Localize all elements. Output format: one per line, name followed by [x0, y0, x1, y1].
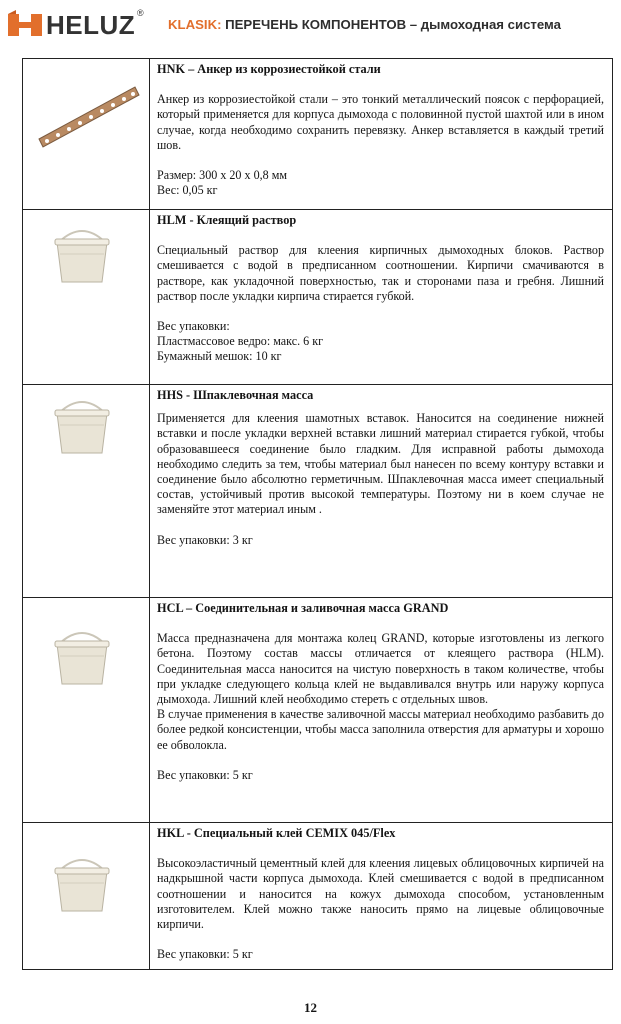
product-image-cell	[23, 598, 150, 822]
table-row	[22, 598, 613, 823]
logo-wordmark: HELUZ ®	[46, 7, 145, 40]
item-description: Специальный раствор для клеения кирпичных дымоходных блоков. Раствор смешивается с водой в предписанном соотношении. Кирпичи смачиваются в растворе, как укладочной поверхностью, так и сторонами паза и гребня. Лишний раствор после укладки кирпича стирается губкой.	[157, 243, 604, 303]
item-spec: Вес: 0,05 кг	[157, 183, 218, 198]
item-title: HCL – Соединительная и заливочная масса GRAND	[157, 601, 449, 615]
table-row	[22, 59, 613, 210]
product-text-cell	[150, 385, 612, 597]
table-row	[22, 823, 613, 970]
title-brand: KLASIK:	[168, 17, 222, 32]
item-description: Применяется для клеения шамотных вставок. Наносится на соединение нижней вставки и после укладки верхней вставки лишний материал стирается губкой, чтобы образовавшееся соединение было гладким. Для исправной работы дымохода необходимо следить за тем, чтобы материал был нанесен по всему контуру вставки и соединение было абсолютно герметичным. Шпаклевочная масса имеет специальный состав, устойчивый против высокой температуры. Поэтому ни в коем случае не заменяйте этот материал иным .	[157, 411, 604, 517]
product-text-cell	[150, 59, 612, 209]
item-title: HNK – Анкер из коррозиестойкой стали	[157, 62, 381, 76]
table-row	[22, 385, 613, 598]
heluz-logo-icon	[8, 10, 42, 40]
item-spec: Вес упаковки: 5 кг	[157, 947, 253, 962]
product-image-cell	[23, 210, 150, 384]
item-spec: Размер: 300 x 20 x 0,8 мм	[157, 168, 288, 183]
anchor-strip-icon	[33, 75, 143, 155]
components-table	[22, 58, 613, 970]
bucket-icon	[49, 853, 115, 913]
item-spec: Вес упаковки: 3 кг	[157, 532, 253, 547]
table-row	[22, 210, 613, 385]
title-text: ПЕРЕЧЕНЬ КОМПОНЕНТОВ – дымоходная система	[221, 17, 561, 32]
product-text-cell	[150, 823, 612, 969]
item-spec: Вес упаковки: 5 кг	[157, 767, 253, 782]
item-description: Масса предназначена для монтажа колец GRAND, которые изготовлены из легкого бетона. Поэтому состав массы отличается от клеящего раствора (HLM). Соединительная масса наносится на чистую поверхность в таком количестве, чтобы при укладке следующего кольца клей не выдавливался внутрь или наружу корпуса дымохода. Лишний клей необходимо стереть с отдельных швов.	[157, 631, 604, 707]
item-description: Анкер из коррозиестойкой стали – это тонкий металлический поясок с перфорацией, который применяется для корпуса дымохода с половинной пустой шахтой или в ином случае, когда необходимо сохранить перевязку. Анкер вставляется в каждый третий шов.	[157, 92, 604, 152]
product-image-cell	[23, 59, 150, 209]
item-title: HHS - Шпаклевочная масса	[157, 388, 314, 402]
product-text-cell	[150, 598, 612, 822]
page-number: 12	[304, 1000, 317, 1015]
item-spec: Бумажный мешок: 10 кг	[157, 349, 282, 364]
item-spec: Пластмассовое ведро: макс. 6 кг	[157, 334, 324, 349]
product-image-cell	[23, 823, 150, 969]
item-description-2: В случае применения в качестве заливочной массы материал необходимо разбавить до более редкой консистенции, чтобы масса заполнила отверстия для арматуры и хорошо ее обволокла.	[157, 707, 605, 752]
item-title: HLM - Клеящий раствор	[157, 213, 297, 227]
bucket-icon	[49, 395, 115, 455]
item-title: HKL - Специальный клей CEMIX 045/Flex	[157, 826, 396, 840]
heluz-logo	[8, 7, 145, 42]
product-image-cell	[23, 385, 150, 597]
item-description: Высокоэластичный цементный клей для клеения лицевых облицовочных кирпичей на надкрышной части корпуса дымохода. Клей смешивается с водой в предписанном соотношении и наносится на кожух дымохода способом, установленным изготовителем. Клей можно также наносить прямо на лицевые облицовочные кирпичи.	[157, 856, 604, 932]
product-text-cell	[150, 210, 612, 384]
item-spec: Вес упаковки:	[157, 319, 230, 334]
bucket-icon	[49, 626, 115, 686]
bucket-icon	[49, 224, 115, 284]
page-header	[8, 8, 613, 42]
document-title	[168, 17, 561, 32]
